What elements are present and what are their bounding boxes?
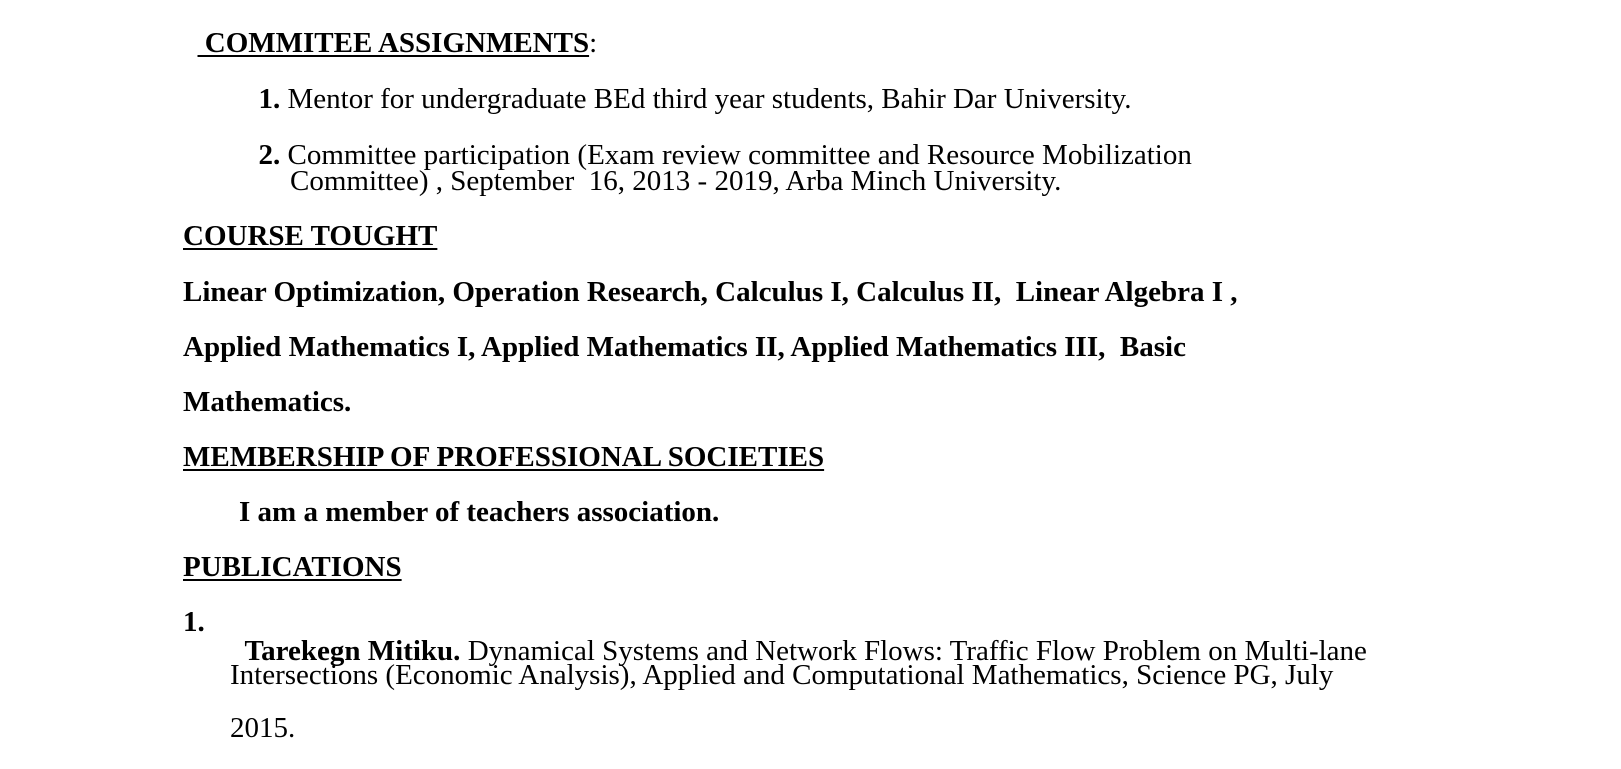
committee-item-text: Committee participation (Exam review committee and Resource Mobilization <box>280 139 1192 171</box>
publication-number: 1. <box>183 606 205 638</box>
committee-item-number: 2. <box>258 139 281 171</box>
committee-heading-colon: : <box>589 27 598 59</box>
committee-item-2 <box>244 112 1192 170</box>
committee-item-2-continuation: Committee) , September 16, 2013 - 2019, Arba Minch University. <box>290 165 1062 197</box>
publications-heading: PUBLICATIONS <box>183 551 402 583</box>
courses-heading: COURSE TOUGHT <box>183 220 438 252</box>
committee-heading-line <box>183 0 597 58</box>
membership-heading: MEMBERSHIP OF PROFESSIONAL SOCIETIES <box>183 441 825 473</box>
publication-line-1 <box>230 608 1367 666</box>
committee-heading: COMMITEE ASSIGNMENTS <box>197 27 590 59</box>
courses-line-3: Mathematics. <box>183 386 352 418</box>
courses-line-2: Applied Mathematics I, Applied Mathematics II, Applied Mathematics III, Basic <box>183 331 1186 363</box>
publication-line-2: Intersections (Economic Analysis), Applied and Computational Mathematics, Science PG, July <box>230 659 1334 691</box>
committee-item-text: Mentor for undergraduate BEd third year students, Bahir Dar University. <box>280 83 1132 115</box>
committee-item-number: 1. <box>258 83 281 115</box>
committee-item-1 <box>244 56 1132 114</box>
membership-text: I am a member of teachers association. <box>239 496 720 528</box>
publication-author: Tarekegn Mitiku. <box>244 635 461 667</box>
courses-line-1: Linear Optimization, Operation Research, Calculus I, Calculus II, Linear Algebra I , <box>183 276 1238 308</box>
publication-line-3: 2015. <box>230 712 296 744</box>
publication-title: Dynamical Systems and Network Flows: Traffic Flow Problem on Multi-lane <box>460 635 1367 667</box>
